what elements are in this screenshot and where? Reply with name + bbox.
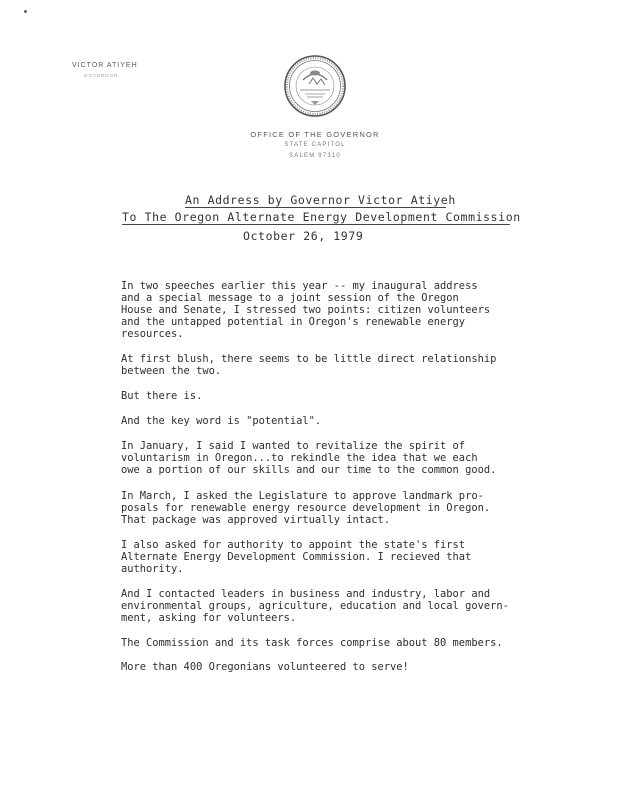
paragraph: And I contacted leaders in business and industry, labor and environmental groups, agriculture, education and local govern- ment, asking for volunteers. [121, 588, 509, 624]
office-building: STATE CAPITOL [284, 142, 346, 148]
scan-speck [24, 10, 27, 13]
paragraph: At first blush, there seems to be little direct relationship between the two. [121, 353, 497, 377]
paragraph: In two speeches earlier this year -- my inaugural address and a special message to a joint session of the Oregon House and Senate, I stressed two points: citizen volunteers and the untapped potential in Oregon's renewable energy resources. [121, 280, 491, 340]
address-recipient: To The Oregon Alternate Energy Development Commission [122, 210, 521, 224]
paragraph: And the key word is "potential". [121, 415, 322, 427]
paragraph: In January, I said I wanted to revitalize the spirit of voluntarism in Oregon...to rekindle the idea that we each owe a portion of our skills and our time to the common good. [121, 440, 497, 476]
address-date: October 26, 1979 [243, 229, 364, 243]
office-name: OFFICE OF THE GOVERNOR [250, 130, 380, 139]
address-title: An Address by Governor Victor Atiyeh [185, 193, 456, 207]
state-seal-icon [283, 54, 347, 118]
recipient-underline [122, 224, 510, 225]
office-address [230, 129, 400, 162]
paragraph: In March, I asked the Legislature to approve landmark pro- posals for renewable energy resource development in Oregon. That package was approved virtually intact. [121, 490, 491, 526]
paragraph: I also asked for authority to appoint the state's first Alternate Energy Development Commission. I recieved that authority. [121, 539, 472, 575]
governor-name: VICTOR ATIYEH [72, 62, 138, 69]
office-city: SALEM 97310 [289, 153, 341, 159]
title-underline [185, 207, 446, 208]
governor-title: GOVERNOR [84, 73, 119, 78]
paragraph: More than 400 Oregonians volunteered to serve! [121, 661, 409, 673]
paragraph: But there is. [121, 390, 203, 402]
paragraph: The Commission and its task forces comprise about 80 members. [121, 637, 503, 649]
